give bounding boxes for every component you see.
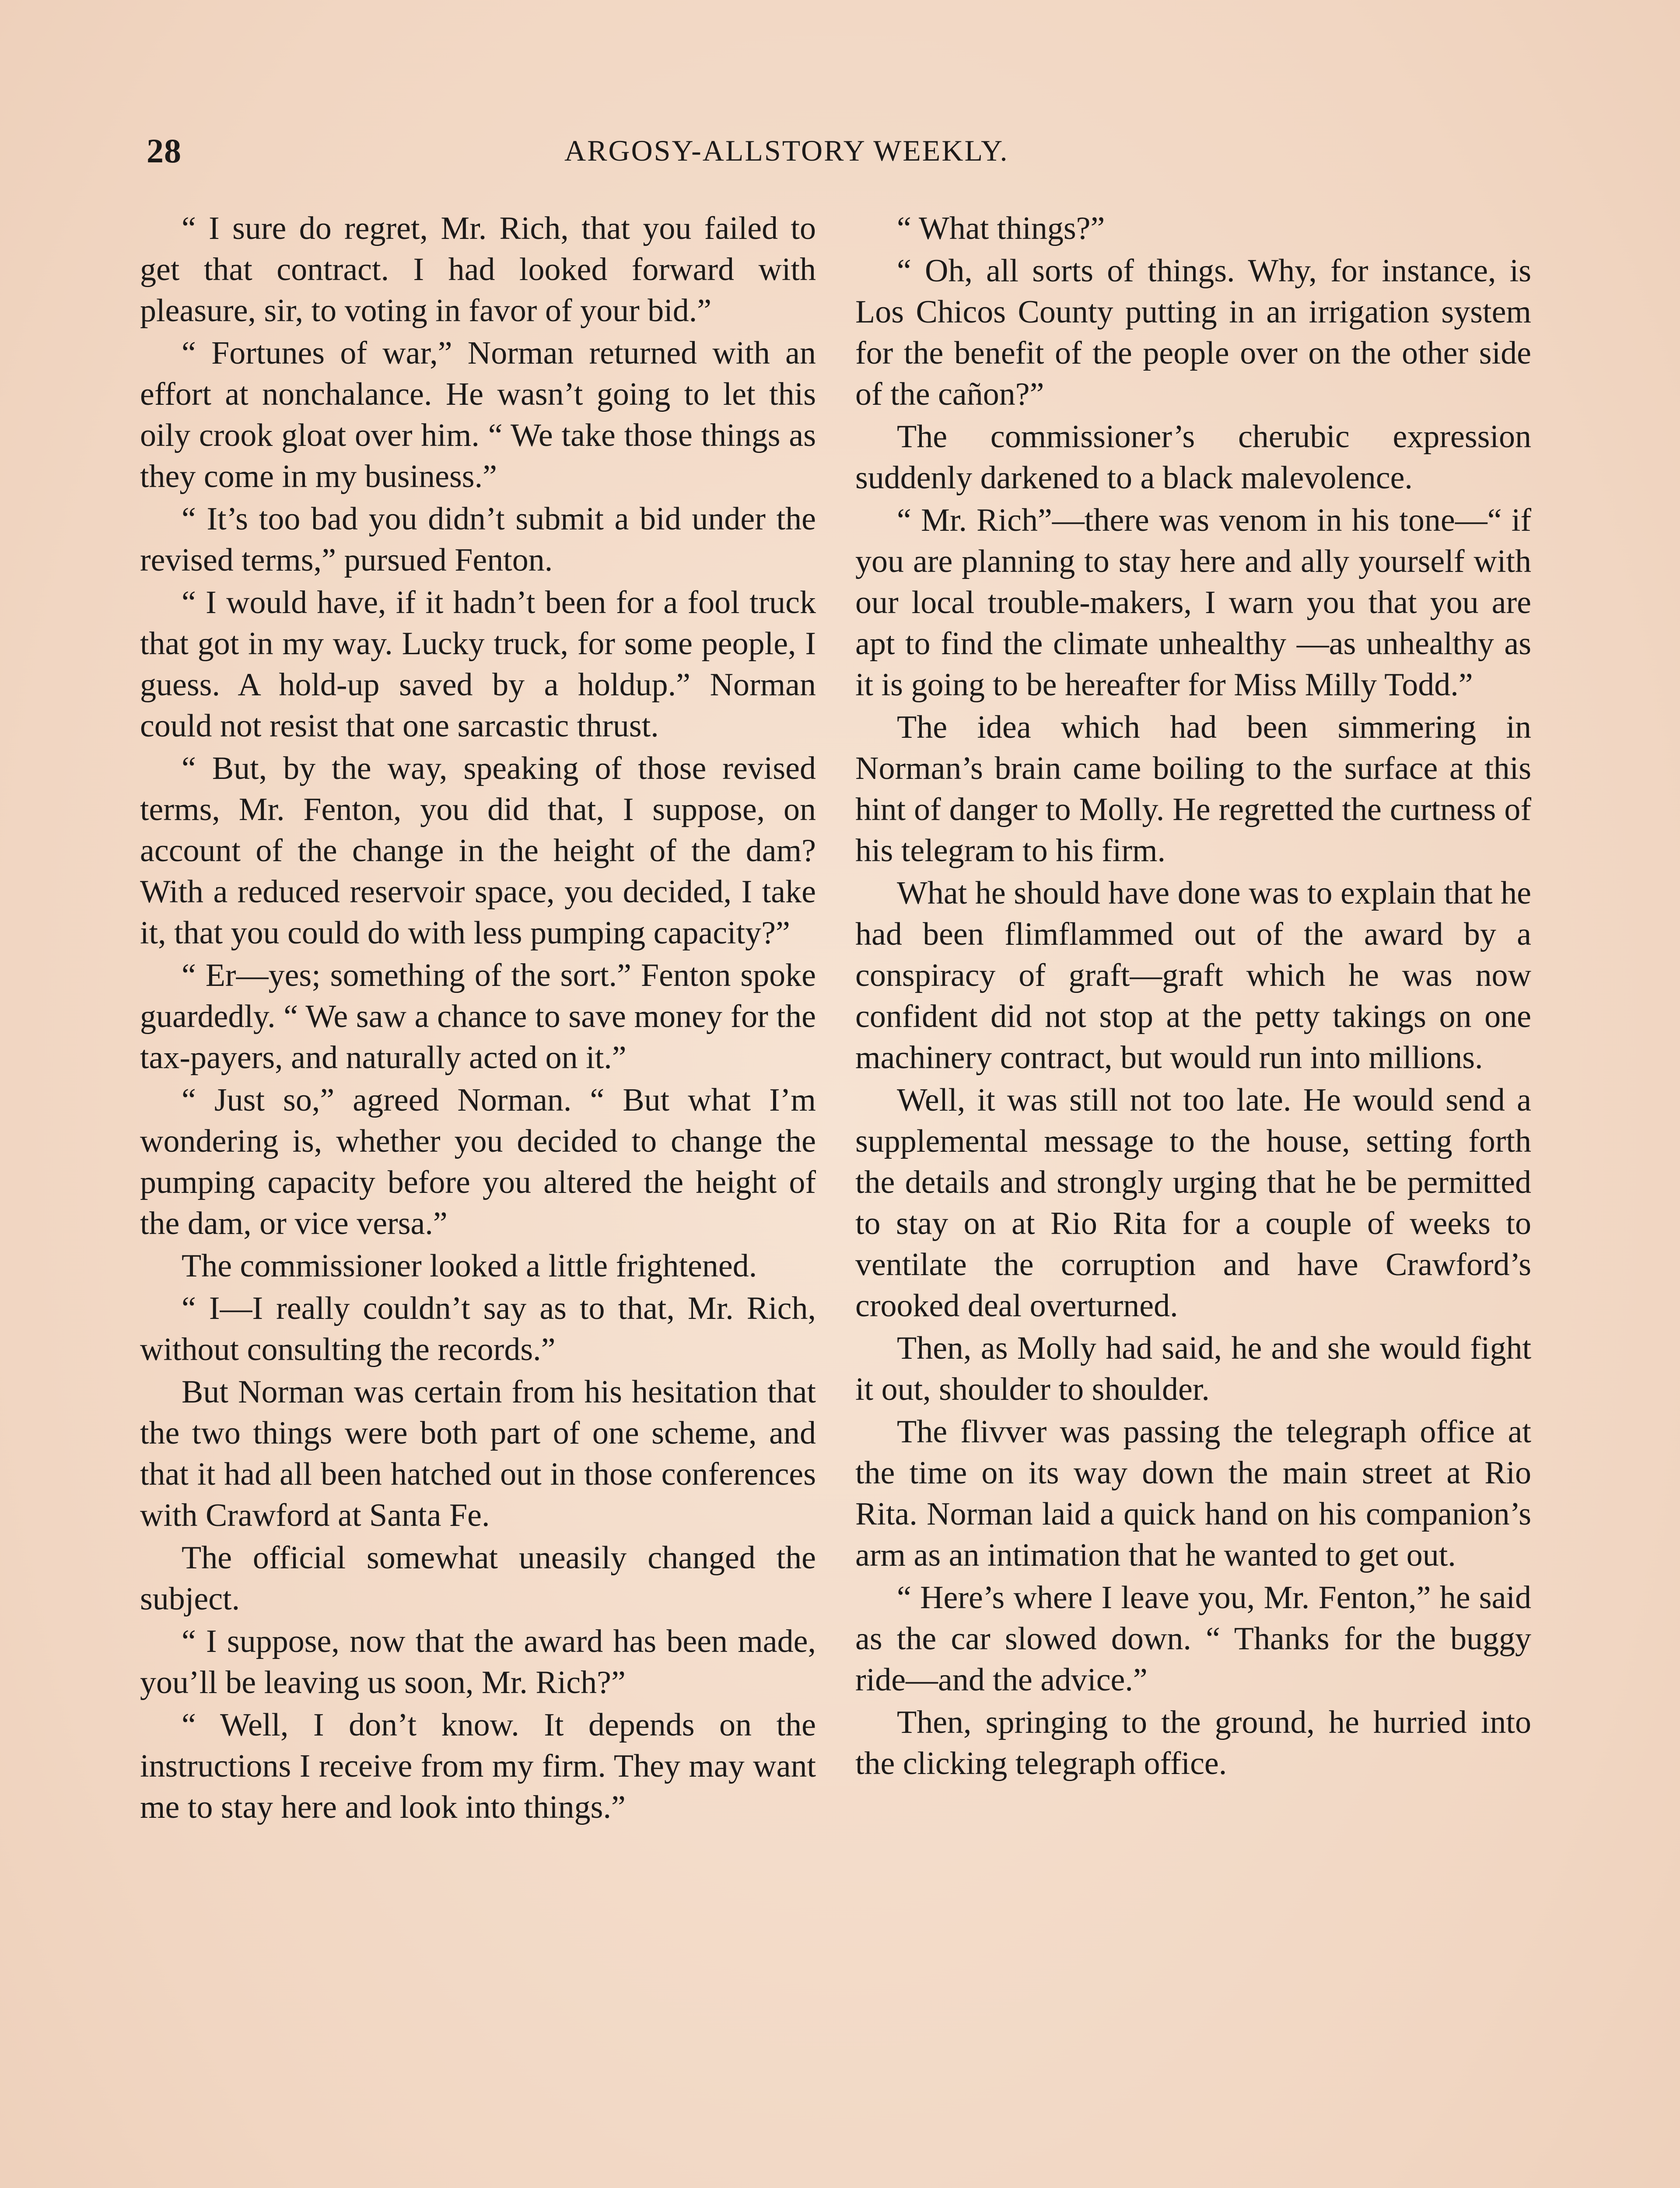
paragraph: “ It’s too bad you didn’t submit a bid under the revised terms,” pursued Fenton. [140, 501, 816, 578]
paragraph: The flivver was passing the telegraph office at the time on its way down the main street at Rio Rita. Norman laid a quick hand on his companion’s arm as an intimation that he wanted to get out. [855, 1414, 1531, 1573]
paragraph: The commissioner’s cherubic expression suddenly darkened to a black malevolence. [855, 419, 1531, 496]
paragraph: The idea which had been simmering in Norman’s brain came boiling to the surface at this hint of danger to Molly. He regretted the curtness of his telegram to his firm. [855, 709, 1531, 869]
paragraph: “ But, by the way, speaking of those revised terms, Mr. Fenton, you did that, I suppose, on account of the change in the height of the dam? With a reduced reservoir space, you decided, I take it, that you could do with less pumping capacity?” [140, 750, 816, 951]
paragraph: Then, springing to the ground, he hurried into the clicking telegraph office. [855, 1704, 1531, 1781]
page-number: 28 [147, 132, 182, 170]
left-column [140, 208, 816, 1829]
paragraph: “ Oh, all sorts of things. Why, for instance, is Los Chicos County putting in an irrigation system for the benefit of the people over on the other side of the cañon?” [855, 253, 1531, 412]
paragraph: “ I sure do regret, Mr. Rich, that you failed to get that contract. I had looked forward with pleasure, sir, to voting in favor of your bid.” [140, 210, 816, 329]
paragraph: “ Well, I don’t know. It depends on the instructions I receive from my firm. They may want me to stay here and look into things.” [140, 1707, 816, 1825]
paragraph: “ I suppose, now that the award has been made, you’ll be leaving us soon, Mr. Rich?” [140, 1623, 816, 1701]
paragraph: “ I would have, if it hadn’t been for a fool truck that got in my way. Lucky truck, for some people, I guess. A hold-up saved by a holdup.” Norman could not resist that one sarcastic thrust. [140, 585, 816, 744]
paragraph: “ Mr. Rich”—there was venom in his tone—“ if you are planning to stay here and ally yourself with our local trouble-makers, I warn you that you are apt to find the climate unhealthy —as unhealthy as it is going to be hereafter for Miss Milly Todd.” [855, 502, 1531, 703]
paragraph: “ Here’s where I leave you, Mr. Fenton,” he said as the car slowed down. “ Thanks for the buggy ride—and the advice.” [855, 1580, 1531, 1698]
running-head: ARGOSY-ALLSTORY WEEKLY. [564, 134, 1009, 167]
paragraph: The commissioner looked a little frightened. [182, 1248, 757, 1284]
paragraph: “ Er—yes; something of the sort.” Fenton spoke guardedly. “ We saw a chance to save money for the tax-payers, and naturally acted on it.” [140, 957, 816, 1076]
paragraph: “ Just so,” agreed Norman. “ But what I’m wondering is, whether you decided to change the pumping capacity before you altered the height of the dam, or vice versa.” [140, 1082, 816, 1241]
paragraph: “ I—I really couldn’t say as to that, Mr. Rich, without consulting the records.” [140, 1290, 816, 1368]
right-column [855, 208, 1531, 1785]
paragraph: But Norman was certain from his hesitation that the two things were both part of one scheme, and that it had all been hatched out in those conferences with Crawford at Santa Fe. [140, 1374, 816, 1533]
paragraph: The official somewhat uneasily changed the subject. [140, 1540, 816, 1617]
paragraph: Then, as Molly had said, he and she would fight it out, shoulder to shoulder. [855, 1330, 1531, 1407]
paragraph: “ Fortunes of war,” Norman returned with an effort at nonchalance. He wasn’t going to let this oily crook gloat over him. “ We take those things as they come in my business.” [140, 335, 816, 494]
paragraph: What he should have done was to explain that he had been flimflammed out of the award by a conspiracy of graft—graft which he was now confident did not stop at the petty takings on one machinery contract, but would run into millions. [855, 875, 1531, 1076]
paragraph: Well, it was still not too late. He would send a supplemental message to the house, setting forth the details and strongly urging that he be permitted to stay on at Rio Rita for a couple of weeks to ventilate the corruption and have Crawford’s crooked deal overturned. [855, 1082, 1531, 1324]
paragraph: “ What things?” [897, 210, 1105, 246]
